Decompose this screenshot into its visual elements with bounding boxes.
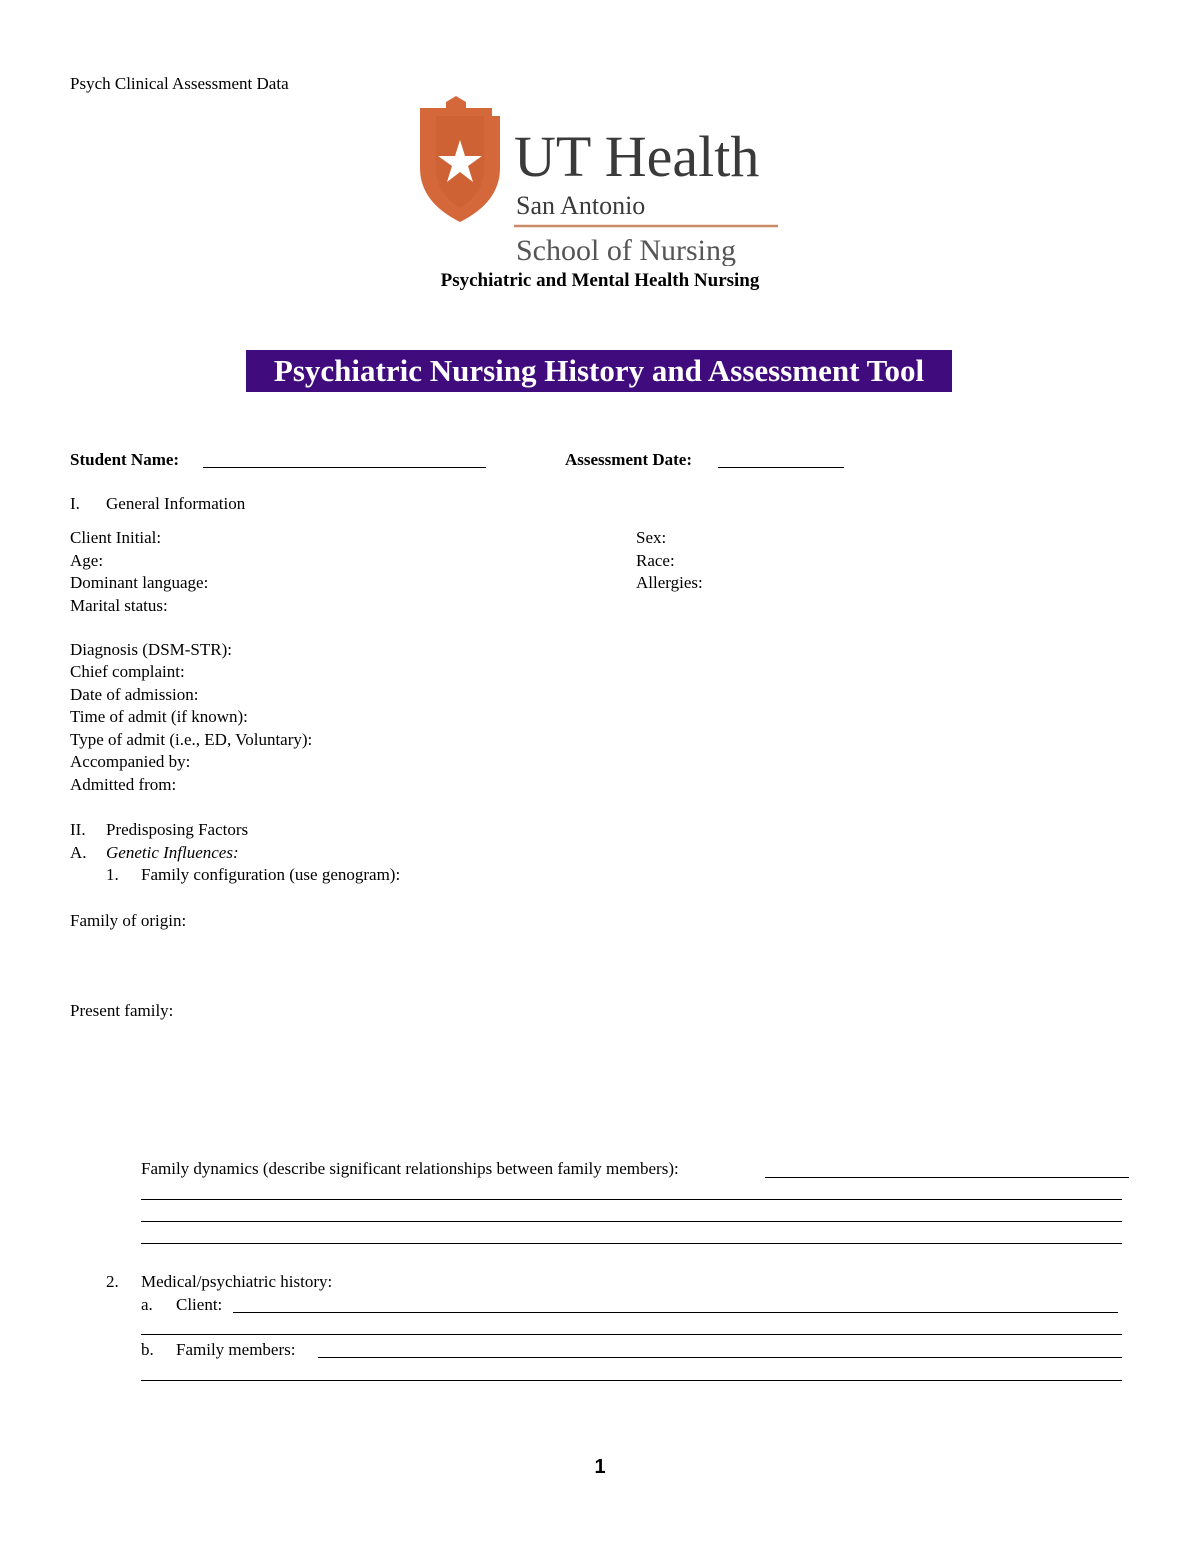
ut-health-logo <box>416 94 786 266</box>
item-2b-label: Family members: <box>176 1340 296 1359</box>
assessment-date-label: Assessment Date: <box>565 450 693 469</box>
subsection-a-letter: A. <box>70 843 87 862</box>
client-history-blank[interactable] <box>233 1312 1118 1313</box>
field-race: Race: <box>636 551 675 570</box>
field-client-initial: Client Initial: <box>70 528 162 547</box>
field-chief-complaint: Chief complaint: <box>70 662 185 681</box>
logo-wordmark-line2: San Antonio <box>516 191 646 220</box>
assessment-date-blank[interactable] <box>718 467 844 468</box>
family-dynamics-blank[interactable] <box>765 1177 1129 1178</box>
family-history-blank[interactable] <box>318 1357 1122 1358</box>
field-diagnosis: Diagnosis (DSM-STR): <box>70 640 232 659</box>
field-family-of-origin: Family of origin: <box>70 911 187 930</box>
item-1-number: 1. <box>106 865 119 884</box>
field-dominant-language: Dominant language: <box>70 573 209 592</box>
department-heading: Psychiatric and Mental Health Nursing <box>440 270 760 291</box>
student-name-blank[interactable] <box>203 467 486 468</box>
family-dynamics-line[interactable] <box>141 1199 1122 1200</box>
item-2-label: Medical/psychiatric history: <box>141 1272 333 1291</box>
section-2-number: II. <box>70 820 86 839</box>
item-2a-letter: a. <box>141 1295 153 1314</box>
family-history-line[interactable] <box>141 1380 1122 1381</box>
field-type-of-admit: Type of admit (i.e., ED, Voluntary): <box>70 730 313 749</box>
field-admitted-from: Admitted from: <box>70 775 177 794</box>
field-accompanied-by: Accompanied by: <box>70 752 191 771</box>
field-marital-status: Marital status: <box>70 596 168 615</box>
subsection-a-heading: Genetic Influences: <box>106 843 239 862</box>
item-2a-label: Client: <box>176 1295 223 1314</box>
field-date-of-admission: Date of admission: <box>70 685 199 704</box>
item-1-label: Family configuration (use genogram): <box>141 865 401 884</box>
family-dynamics-line[interactable] <box>141 1221 1122 1222</box>
field-age: Age: <box>70 551 104 570</box>
student-name-label: Student Name: <box>70 450 180 469</box>
page-number: 1 <box>594 1456 606 1478</box>
section-2-heading: Predisposing Factors <box>106 820 249 839</box>
logo-wordmark-line3: School of Nursing <box>516 234 736 266</box>
logo-wordmark-line1: UT Health <box>514 124 760 189</box>
family-dynamics-line[interactable] <box>141 1243 1122 1244</box>
running-header: Psych Clinical Assessment Data <box>70 74 289 93</box>
client-history-line[interactable] <box>141 1334 1122 1335</box>
field-present-family: Present family: <box>70 1001 174 1020</box>
item-2-number: 2. <box>106 1272 119 1291</box>
field-sex: Sex: <box>636 528 667 547</box>
item-2b-letter: b. <box>141 1340 154 1359</box>
field-time-of-admit: Time of admit (if known): <box>70 707 248 726</box>
document-title: Psychiatric Nursing History and Assessment Tool <box>273 353 925 388</box>
section-1-heading: General Information <box>106 494 246 513</box>
shield-logo-icon <box>416 94 786 266</box>
section-1-number: I. <box>70 494 80 513</box>
field-allergies: Allergies: <box>636 573 703 592</box>
field-family-dynamics: Family dynamics (describe significant relationships between family members): <box>141 1159 679 1178</box>
